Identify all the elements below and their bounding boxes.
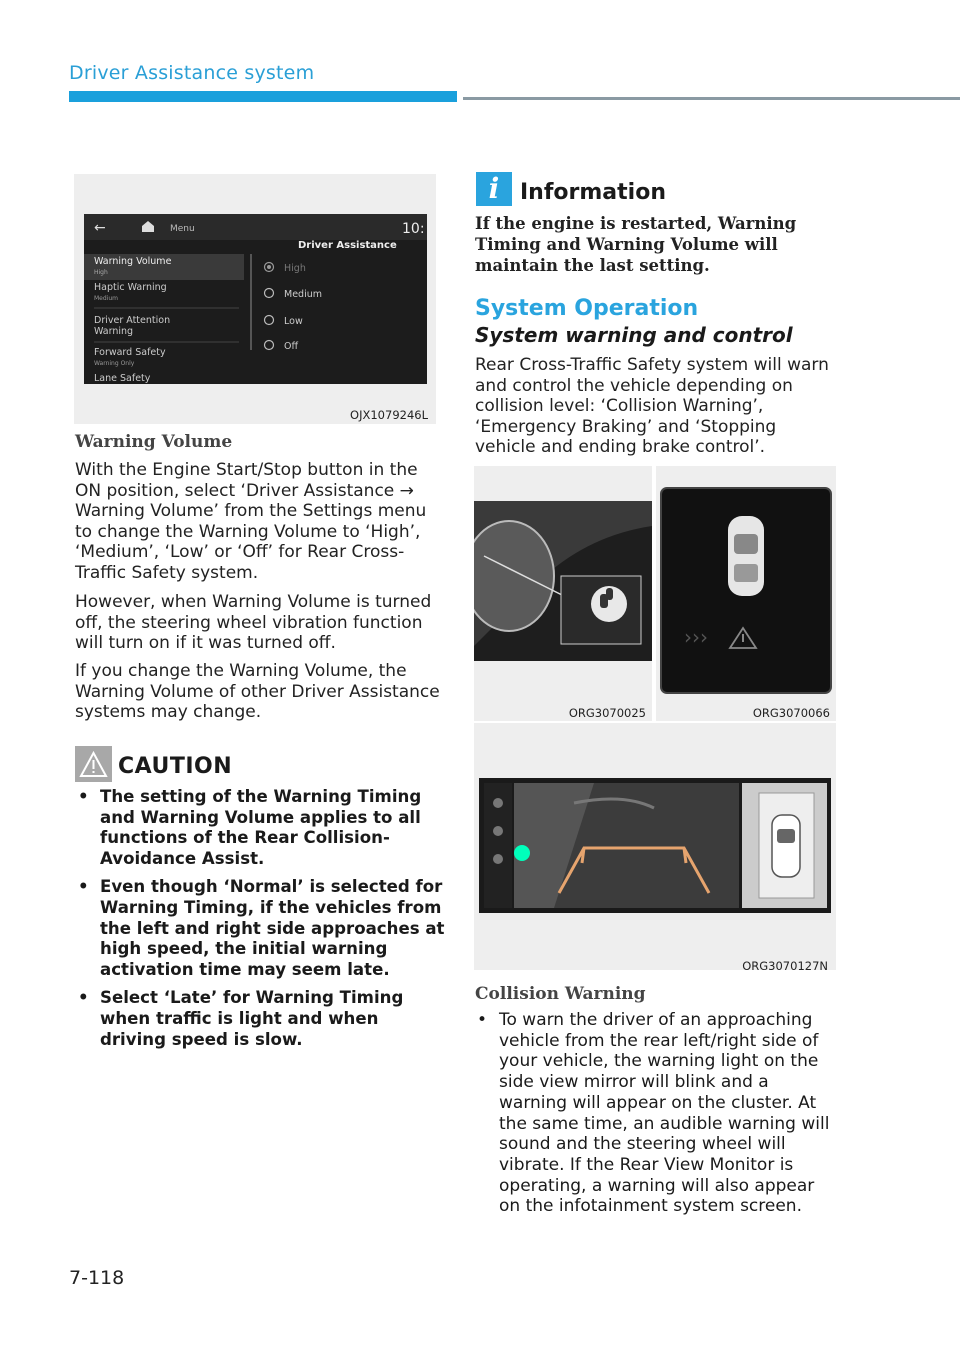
- header-rule: [463, 97, 960, 100]
- option-low: Low: [284, 316, 303, 327]
- back-arrow-icon: ←: [94, 220, 106, 236]
- page-number: 7-118: [69, 1267, 125, 1289]
- caution-item: • The setting of the Warning Timing and Warning Volume applies to all functions of the Rear Collision-Avoidance Assist.: [76, 787, 446, 869]
- collision-warning-heading: Collision Warning: [475, 984, 646, 1004]
- figure-code: OJX1079246L: [350, 408, 428, 422]
- warning-volume-para-2: However, when Warning Volume is turned off, the steering wheel vibration function will turn on if it was turned off.: [75, 592, 432, 653]
- option-off: Off: [284, 341, 299, 352]
- info-icon: i: [476, 172, 512, 206]
- warning-volume-heading: Warning Volume: [75, 432, 233, 452]
- cluster-warning-illustration: [656, 466, 836, 701]
- caution-item: • Even though ‘Normal’ is selected for Warning Timing, if the vehicles from the left and right side approaches at high speed, the initial warning activation time may seem late.: [76, 877, 446, 980]
- side-mirror-illustration: [474, 466, 652, 696]
- chevron-arrows-icon: ›››: [684, 625, 708, 649]
- info-title: Information: [520, 180, 666, 205]
- info-text: If the engine is restarted, Warning Timing and Warning Volume will maintain the last setting.: [475, 214, 797, 275]
- figure-cluster-warning: [656, 466, 836, 721]
- caution-item: • Select ‘Late’ for Warning Timing when traffic is light and when driving speed is slow.: [76, 988, 446, 1050]
- option-medium: Medium: [284, 289, 322, 300]
- figure-rear-view-monitor: [474, 723, 836, 973]
- figure-code: ORG3070025: [568, 706, 646, 720]
- system-operation-subtitle: System warning and control: [475, 323, 793, 347]
- figure-settings-screen: [74, 174, 436, 424]
- menu-item-warning-volume-sub: High: [94, 269, 108, 276]
- menu-label: Menu: [170, 224, 195, 234]
- menu-item-driver-attention: Driver Attention: [94, 315, 171, 326]
- clock: 10:: [402, 221, 425, 237]
- option-high: High: [284, 263, 306, 274]
- system-operation-paragraph: Rear Cross-Traffic Safety system will warn and control the vehicle depending on collision level: ‘Collision Warning’, ‘Emergency Braking’ and ‘Stopping vehicle and ending brake control’.: [475, 355, 829, 457]
- header-accent-bar: [69, 91, 457, 102]
- menu-item-haptic-warning: Haptic Warning: [94, 282, 167, 293]
- menu-item-warning-volume: Warning Volume: [94, 256, 172, 267]
- rear-view-monitor-illustration: [474, 723, 836, 948]
- figure-side-mirror: [474, 466, 652, 721]
- section-header-title: Driver Assistance system: [69, 62, 315, 84]
- collision-warning-list: [475, 1010, 840, 1217]
- menu-item-haptic-warning-sub: Medium: [94, 295, 118, 302]
- menu-item-lane-safety: Lane Safety: [94, 373, 151, 384]
- panel-title: Driver Assistance: [298, 240, 397, 251]
- menu-item-forward-safety: Forward Safety: [94, 347, 166, 358]
- warning-volume-para-3: If you change the Warning Volume, the Warning Volume of other Driver Assistance systems may change.: [75, 661, 440, 722]
- menu-item-driver-attention-2: Warning: [94, 326, 134, 337]
- figure-code: ORG3070066: [752, 706, 830, 720]
- list-item: • To warn the driver of an approaching vehicle from the rear left/right side of your vehicle, the warning light on the side view mirror will blink and a warning will appear on the cluster. At the same time, an audible warning will sound and the steering wheel will vibrate. If the Rear View Monitor is operating, a warning will also appear on the infotainment system screen.: [475, 1010, 840, 1217]
- warning-volume-para-1: With the Engine Start/Stop button in the ON position, select ‘Driver Assistance → Warning Volume’ from the Settings menu to change the Warning Volume to ‘High’, ‘Medium’, ‘Low’ or ‘Off’ for Rear Cross-Traffic Safety system.: [75, 460, 427, 583]
- caution-icon: [75, 746, 112, 782]
- caution-list: [76, 787, 446, 1058]
- figure-code: ORG3070127N: [742, 959, 828, 973]
- settings-screen-illustration: [74, 174, 436, 424]
- system-operation-title: System Operation: [475, 296, 699, 321]
- caution-title: CAUTION: [118, 754, 233, 779]
- menu-item-forward-safety-sub: Warning Only: [94, 360, 135, 367]
